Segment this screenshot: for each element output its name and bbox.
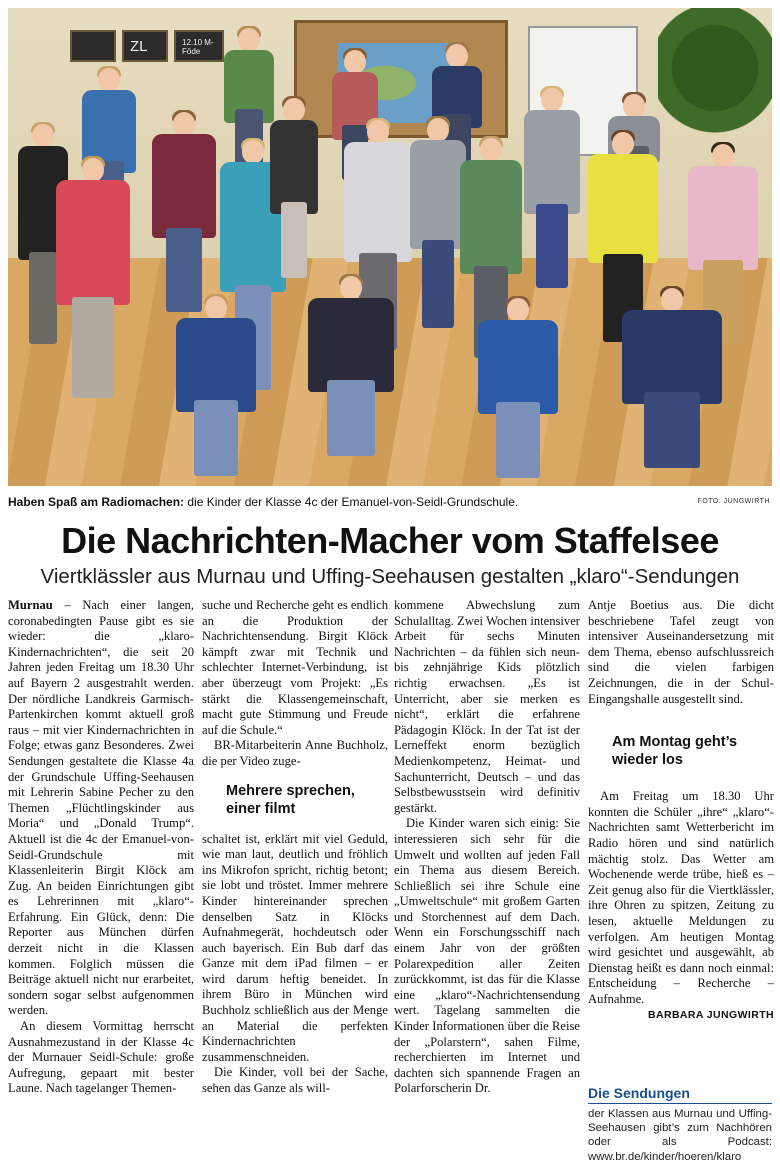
child	[478, 298, 558, 478]
photo-credit: FOTO: JUNGWIRTH	[697, 498, 770, 505]
article-subheading: Am Montag geht’s wieder los	[612, 734, 738, 769]
child	[56, 158, 130, 398]
caption-lead: Haben Spaß am Radiomachen:	[8, 495, 185, 509]
chalkboard-text: 12.10 M-Föde	[182, 38, 214, 56]
chalkboard-sign	[174, 30, 224, 62]
author-byline: BARBARA JUNGWIRTH	[648, 1009, 774, 1022]
paragraph: Antje Boetius aus. Die dicht beschriebene Tafel zeugt von intensiver Auseinandersetzung mit dem Thema, ebenso aufschlussreich sind die vielen farbigen Zeichnungen, die in der Schul-Eingangshalle ausgestellt sind.	[588, 598, 774, 706]
chalkboard-text: ZL	[130, 38, 148, 55]
child	[270, 98, 318, 278]
photo-caption	[8, 495, 772, 509]
plant	[658, 8, 772, 158]
article-column-2	[202, 598, 388, 1097]
infobox-title: Die Sendungen	[588, 1085, 690, 1101]
article-headline: Die Nachrichten-Macher vom Staffelsee	[61, 520, 719, 561]
child	[622, 288, 722, 468]
class-photo	[8, 8, 772, 486]
child	[410, 118, 466, 328]
chalkboard-sign	[70, 30, 116, 62]
paragraph: schaltet ist, erklärt mit viel Geduld, wie man laut, deutlich und fröhlich ins Mikrofon spricht, richtig betont; sie lobt und tröstet. Immer mehrere Kinder hintereinander sprechen denselben Satz in Klöcks Aufnahmegerät, hochdeutsch oder auch bayerisch. Ein Bub darf das Ganze mit dem iPad filmen – er wird darum heftig beneidet. In ihrem Büro in München wird Buchholz schließlich aus der Menge an Material die perfekten Kindernachrichten zusammenschneiden.	[202, 831, 388, 1064]
paragraph: Die Kinder, voll bei der Sache, sehen das Ganze als will-	[202, 1065, 388, 1096]
child	[524, 88, 580, 288]
article-column-3	[394, 598, 580, 1097]
paragraph: BR-Mitarbeiterin Anne Buchholz, die per Video zuge-	[202, 738, 388, 768]
article-column-4	[588, 598, 774, 1024]
article-column-1	[8, 598, 194, 1097]
paragraph: kommene Abwechslung zum Schulalltag. Zwei Wochen intensiver Arbeit für sechs Minuten Nachrichten – da fühlen sich neun- bis zehnjährige Kids plötzlich richtig erwachsen. „Es ist Unterricht, aber sie merken es nicht“, erklärt die erfahrene Pädagogin Klöck. In der Tat ist der Lerneffekt enorm bezüglich Medienkompetenz, Heimat- und Sachunterricht, Deutsch – und das Selbstbewusstsein wird definitiv gestärkt.	[394, 598, 580, 815]
paragraph: An diesem Vormittag herrscht Ausnahmezustand in der Klasse 4c der Murnauer Seidl-Schule: große Aufregung, gepaart mit bester Laune. Nach tagelanger Themen-	[8, 1019, 194, 1096]
paragraph	[8, 598, 194, 1019]
caption-text: die Kinder der Klasse 4c der Emanuel-von-Seidl-Grundschule.	[184, 495, 519, 509]
paragraph: suche und Recherche geht es endlich an die Produktion der Nachrichtensendung. Birgit Klöck kämpft zwar mit Technik und schlechter Internet-Verbindung, ist aber überzeugt vom Projekt: „Es stärkt die Klassengemeinschaft, macht gute Stimmung und Freude auf die Schule.“	[202, 598, 388, 737]
dateline: Murnau	[8, 598, 53, 612]
child	[152, 112, 216, 312]
infobox-divider	[588, 1103, 772, 1104]
child	[176, 296, 256, 476]
child	[308, 276, 394, 456]
infobox-text: der Klassen aus Murnau und Uffing-Seehausen gibt’s zum Nachhören oder als Podcast: www.br.de/kinder/hoeren/klaro	[588, 1108, 772, 1163]
paragraph: Die Kinder waren sich einig: Sie interessieren sich sehr für die Umwelt und wollten auf jeden Fall ein Thema aus diesem Bereich. Schließlich sei ihre Schule eine „Umweltschule“ mit großem Garten und Storchennest auf dem Dach. Wenn ein Forschungsschiff nach einem Jahr von der größten Polarexpedition aller Zeiten zurückkommt, ist das für die Klasse eine „klaro“-Nachrichtensendung wert. Tagelang sammelten die Kinder Informationen über die Reise der „Polarstern“, sahen Filme, recherchierten im Internet und dachten sich spannende Fragen an Polarforscherin Dr.	[394, 816, 580, 1096]
article-subheadline: Viertklässler aus Murnau und Uffing-Seehausen gestalten „klaro“-Sendungen	[40, 565, 740, 588]
paragraph: Am Freitag um 18.30 Uhr konnten die Schüler „ihre“ „klaro“-Nachrichten samt Wetterbericht im Radio hören und sind natürlich mächtig stolz. Das Wetter am Wochenende werde trübe, hieß es – Zeit genug also für die Viertklässler, ihre Ohren zu spitzen, Zeitung zu lesen, aktuelle Meldungen zu verfolgen. Am heutigen Montag wird gesichtet und ausgewählt, ab Dienstag heißt es dann noch einmal: Entscheidung – Recherche – Aufnahme.	[588, 789, 774, 1006]
paragraph-text: – Nach einer langen, coronabedingten Pause gibt es sie wieder: die „klaro-Kindernachrichten“, die seit 20 Jahren jeden Freitag um 18.30 Uhr auf Bayern 2 ausgestrahlt werden. Der nördliche Landkreis Garmisch-Partenkirchen kommt aktuell groß raus – mit vier Kindernachrichten in Folge; etwas ganz Besonderes. Zwei Sendungen gestaltete die Klasse 4a der Grundschule Uffing-Seehausen mit Lehrerin Sabine Pecher zu den Themen „Flüchtlingskinder aus Moria“ und „Donald Trump“. Aktuell ist die 4c der Emanuel-von-Seidl-Grundschule mit Klassenleiterin Birgit Klöck am Zug. An beiden Einrichtungen gibt es Lehrerinnen mit „klaro“-Erfahrung. Ein Glück, denn: Die Reporter aus München dürfen derzeit nicht in die Klassen kommen. Folglich müssen die Beiträge aktuell nicht nur erarbeitet, sondern sogar selbst aufgenommen werden.	[8, 598, 194, 1018]
chalkboard-sign	[122, 30, 168, 62]
article-subheading: Mehrere sprechen, einer filmt	[226, 782, 355, 817]
